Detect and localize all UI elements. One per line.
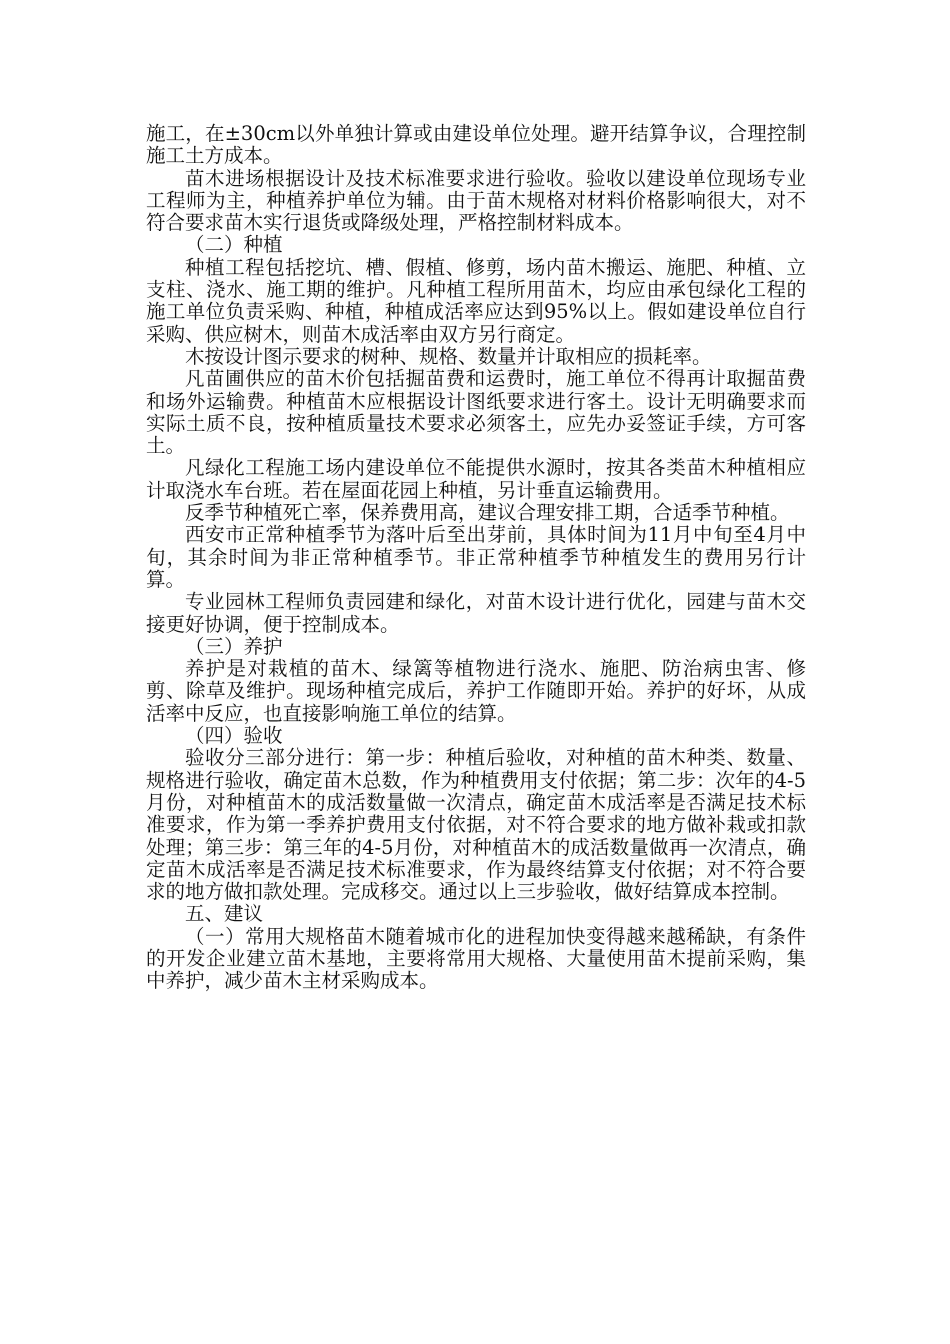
paragraph-maintenance: 养护是对栽植的苗木、绿篱等植物进行浇水、施肥、防治病虫害、修剪、除草及维护。现场种植完成后，养护工作随即开始。养护的好坏，从成活率中反应，也直接影响施工单位的结算。 [146,657,806,725]
paragraph-acceptance-steps: 验收分三部分进行：第一步：种植后验收，对种植的苗木种类、数量、规格进行验收，确定苗木总数，作为种植费用支付依据；第二步：次年的4-5月份，对种植苗木的成活数量做一次清点，确定苗木成活率是否满足技术标准要求，作为第一季养护费用支付依据，对不符合要求的地方做补栽或扣款处理；第三步：第三年的4-5月份，对种植苗木的成活数量做再一次清点，确定苗木成活率是否满足技术标准要求，作为最终结算支付依据；对不符合要求的地方做扣款处理。完成移交。通过以上三步验收，做好结算成本控制。 [146,746,806,904]
paragraph-earthwork-cost: 施工，在±30cm以外单独计算或由建设单位处理。避开结算争议，合理控制施工土方成本。 [146,122,806,168]
section-heading-suggestions: 五、建议 [185,902,264,926]
paragraph-planting-season: 西安市正常种植季节为落叶后至出芽前，具体时间为11月中旬至4月中旬，其余时间为非正常种植季节。非正常种植季节种植发生的费用另行计算。 [146,523,806,591]
paragraph-loss-rate: 木按设计图示要求的树种、规格、数量并计取相应的损耗率。 [185,344,712,368]
document-body [146,123,806,993]
paragraph-suggestion-one: （一）常用大规格苗木随着城市化的进程加快变得越来越稀缺，有条件的开发企业建立苗木基地，主要将常用大规格、大量使用苗木提前采购，集中养护，减少苗木主材采购成本。 [146,924,806,993]
paragraph-planting-scope: 种植工程包括挖坑、槽、假植、修剪，场内苗木搬运、施肥、种植、立支柱、浇水、施工期的维护。凡种植工程所用苗木，均应由承包绿化工程的施工单位负责采购、种植，种植成活率应达到95%以上。假如建设单位自行采购、供应树木，则苗木成活率由双方另行商定。 [146,255,806,346]
paragraph-seedling-acceptance: 苗木进场根据设计及技术标准要求进行验收。验收以建设单位现场专业工程师为主，种植养护单位为辅。由于苗木规格对材料价格影响很大，对不符合要求苗木实行退货或降级处理，严格控制材料成本。 [146,166,806,235]
section-heading-maintenance: （三）养护 [185,634,283,658]
paragraph-nursery-price: 凡苗圃供应的苗木价包括掘苗费和运费时，施工单位不得再计取掘苗费和场外运输费。种植苗木应根据设计图纸要求进行客土。设计无明确要求而实际土质不良，按种植质量技术要求必须客土，应先办妥签证手续，方可客土。 [146,367,806,458]
paragraph-water-source: 凡绿化工程施工场内建设单位不能提供水源时，按其各类苗木种植相应计取浇水车台班。若在屋面花园上种植，另计垂直运输费用。 [146,456,806,502]
section-heading-acceptance: （四）验收 [185,724,283,748]
paragraph-landscape-engineer: 专业园林工程师负责园建和绿化，对苗木设计进行优化，园建与苗木交接更好协调，便于控制成本。 [146,590,806,636]
paragraph-off-season: 反季节种植死亡率，保养费用高，建议合理安排工期，合适季节种植。 [185,501,790,525]
section-heading-planting: （二）种植 [185,233,283,257]
